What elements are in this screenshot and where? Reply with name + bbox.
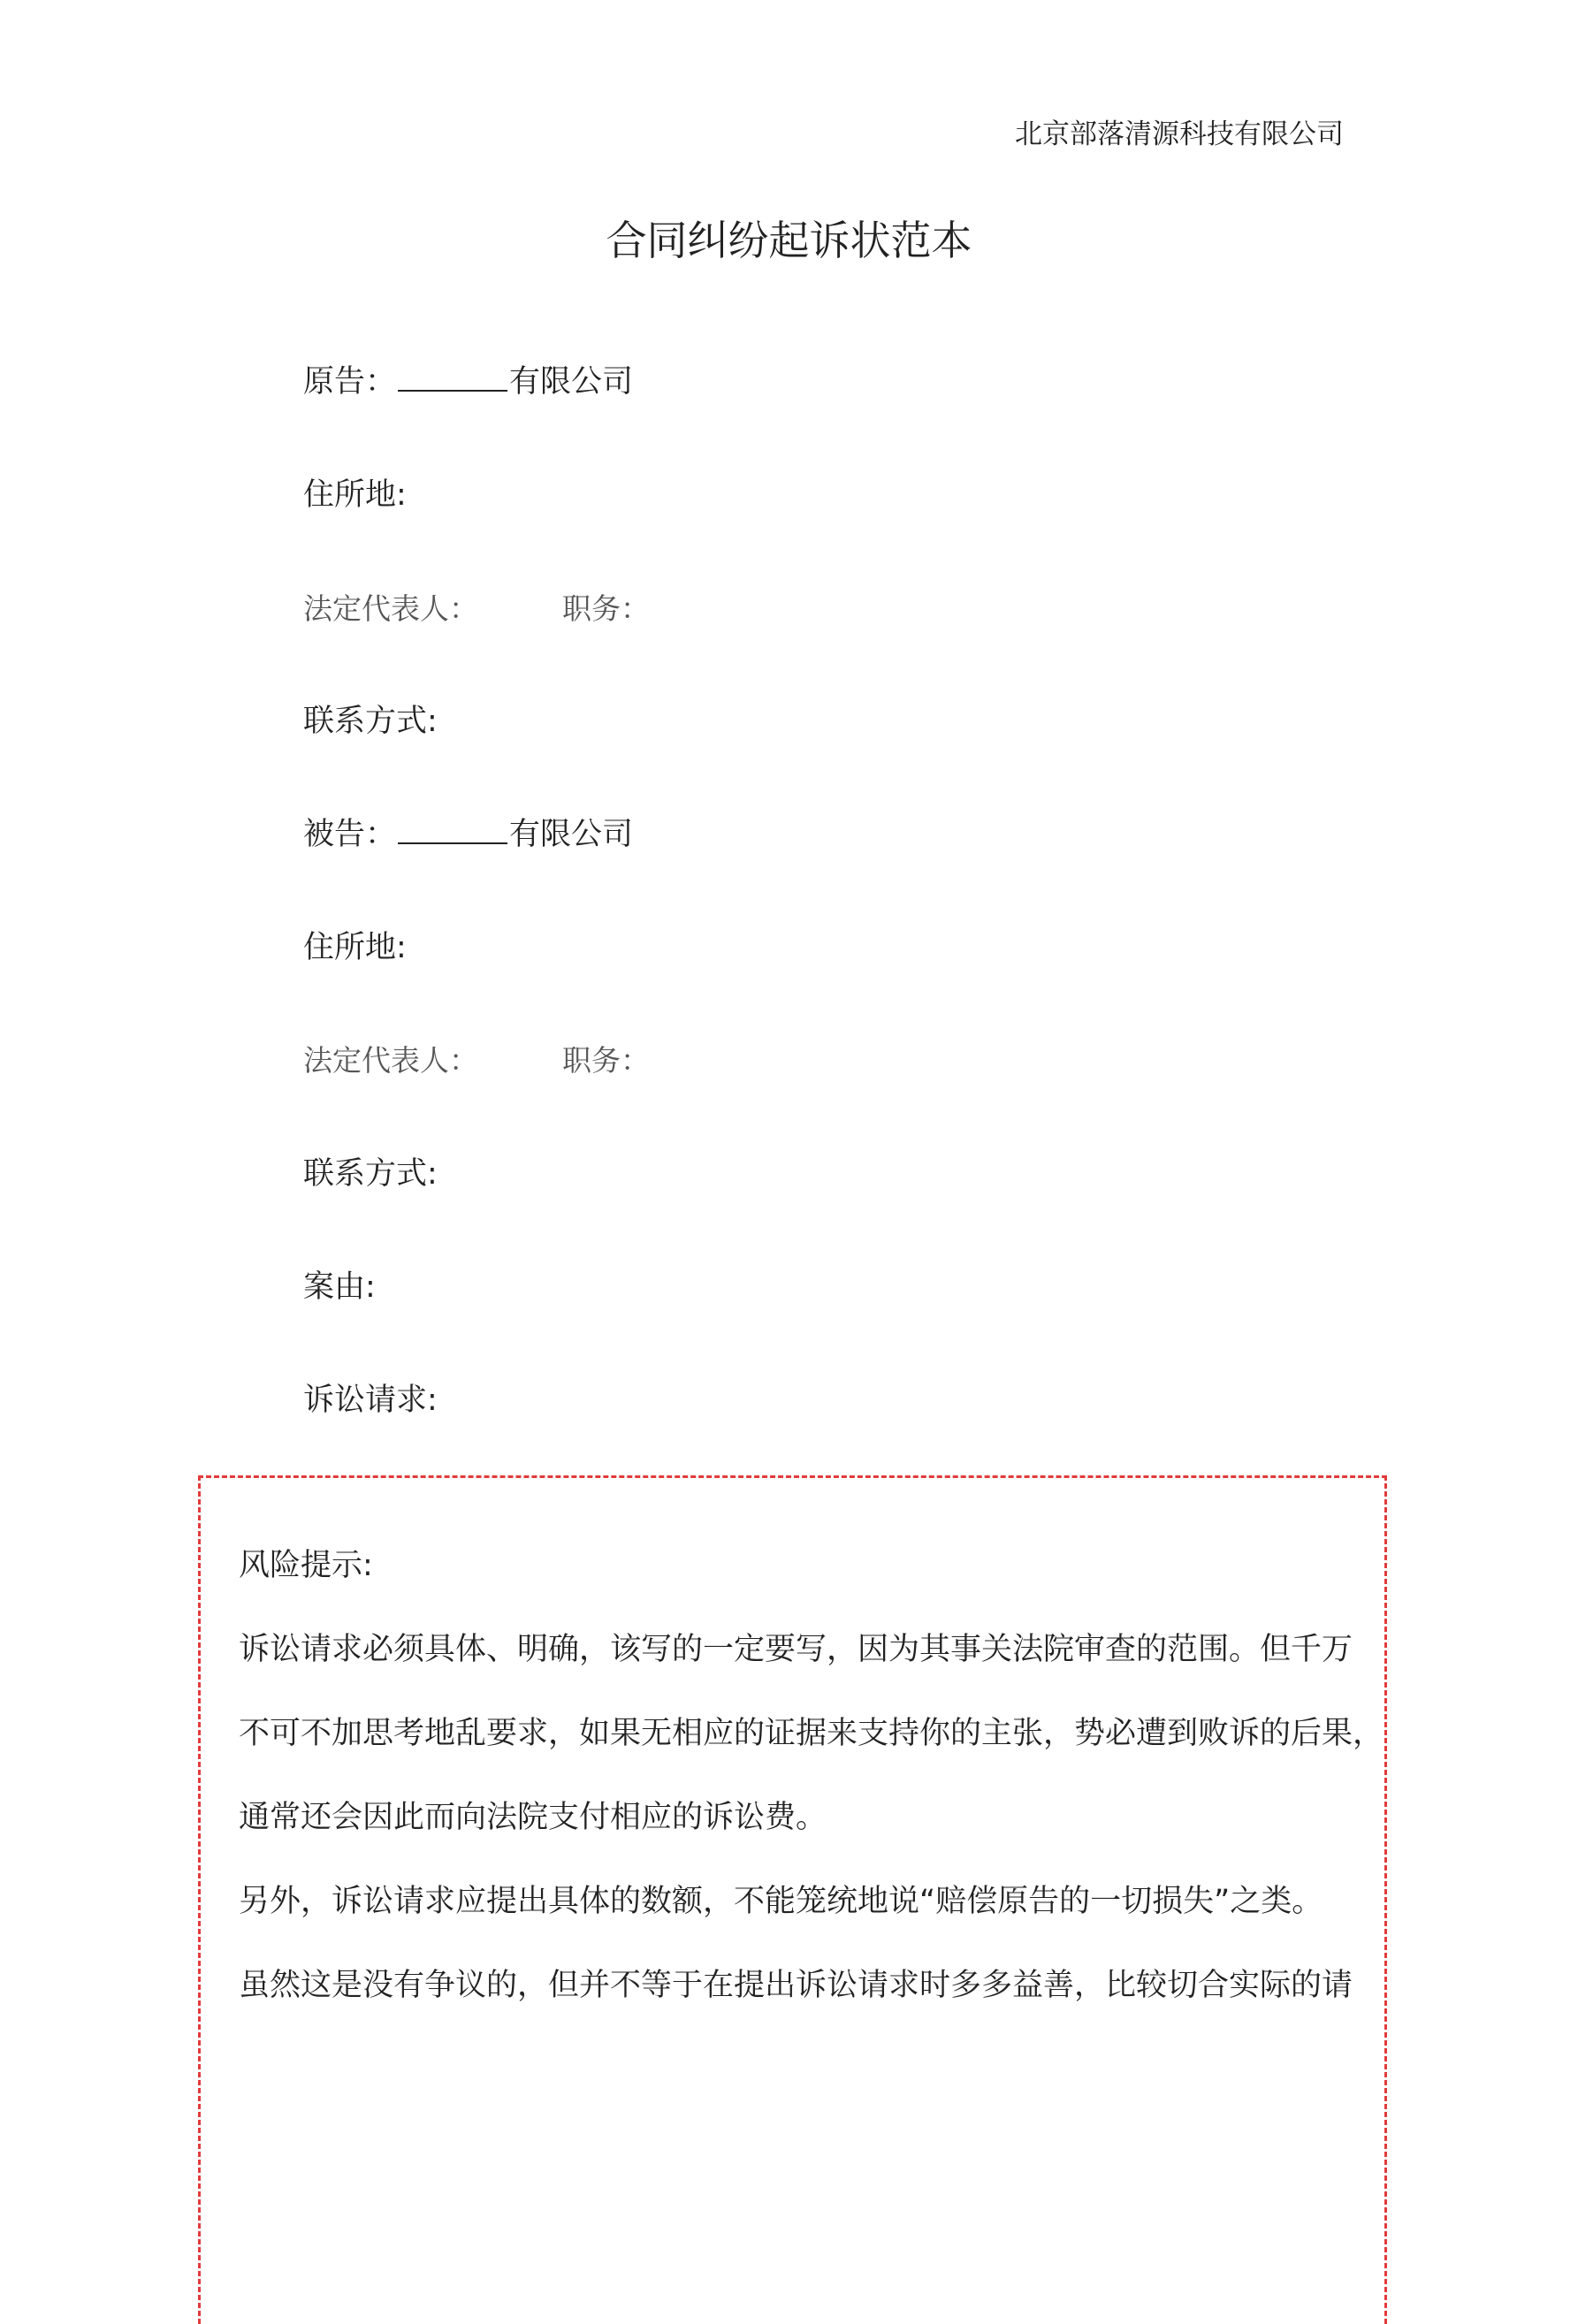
document-title: 合同纠纷起诉状范本 [606,217,972,264]
plaintiff-label: 原告： [303,364,397,400]
plaintiff-contact-label: 联系方式: [303,704,438,739]
plaintiff-position-label: 职务： [562,591,650,626]
risk-text-line: 另外，诉讼请求应提出具体的数额，不能笼统地说“赔偿原告的一切损失”之类。 [239,1884,1323,1919]
defendant-position-label: 职务： [562,1043,650,1078]
plaintiff-company-suffix: 有限公司 [509,364,634,400]
risk-text-line: 通常还会因此而向法院支付相应的诉讼费。 [239,1800,827,1835]
defendant-representative-label: 法定代表人： [303,1043,478,1078]
defendant-label: 被告： [303,817,397,852]
defendant-address-label: 住所地: [303,930,407,965]
company-name: 北京部落清源科技有限公司 [1015,118,1344,150]
plaintiff-address-label: 住所地: [303,477,407,513]
plaintiff-representative-row [303,586,650,628]
plaintiff-name-field [303,357,633,401]
defendant-name-field [303,810,633,854]
defendant-contact-label: 联系方式: [303,1156,438,1192]
risk-heading: 风险提示: [239,1548,373,1583]
plaintiff-representative-label: 法定代表人： [303,591,478,626]
case-claims-label: 诉讼请求: [303,1383,438,1418]
defendant-company-suffix: 有限公司 [509,817,634,852]
defendant-representative-row [303,1038,650,1079]
defendant-name-blank[interactable] [398,812,507,844]
plaintiff-name-blank[interactable] [398,360,507,392]
risk-text-line: 虽然这是没有争议的，但并不等于在提出诉讼请求时多多益善，比较切合实际的请 [239,1968,1353,2003]
risk-text-line: 不可不加思考地乱要求，如果无相应的证据来支持你的主张，势必遭到败诉的后果， [239,1716,1384,1751]
risk-text-line: 诉讼请求必须具体、明确，该写的一定要写，因为其事关法院审查的范围。但千万 [239,1632,1353,1667]
case-cause-label: 案由: [303,1269,376,1305]
